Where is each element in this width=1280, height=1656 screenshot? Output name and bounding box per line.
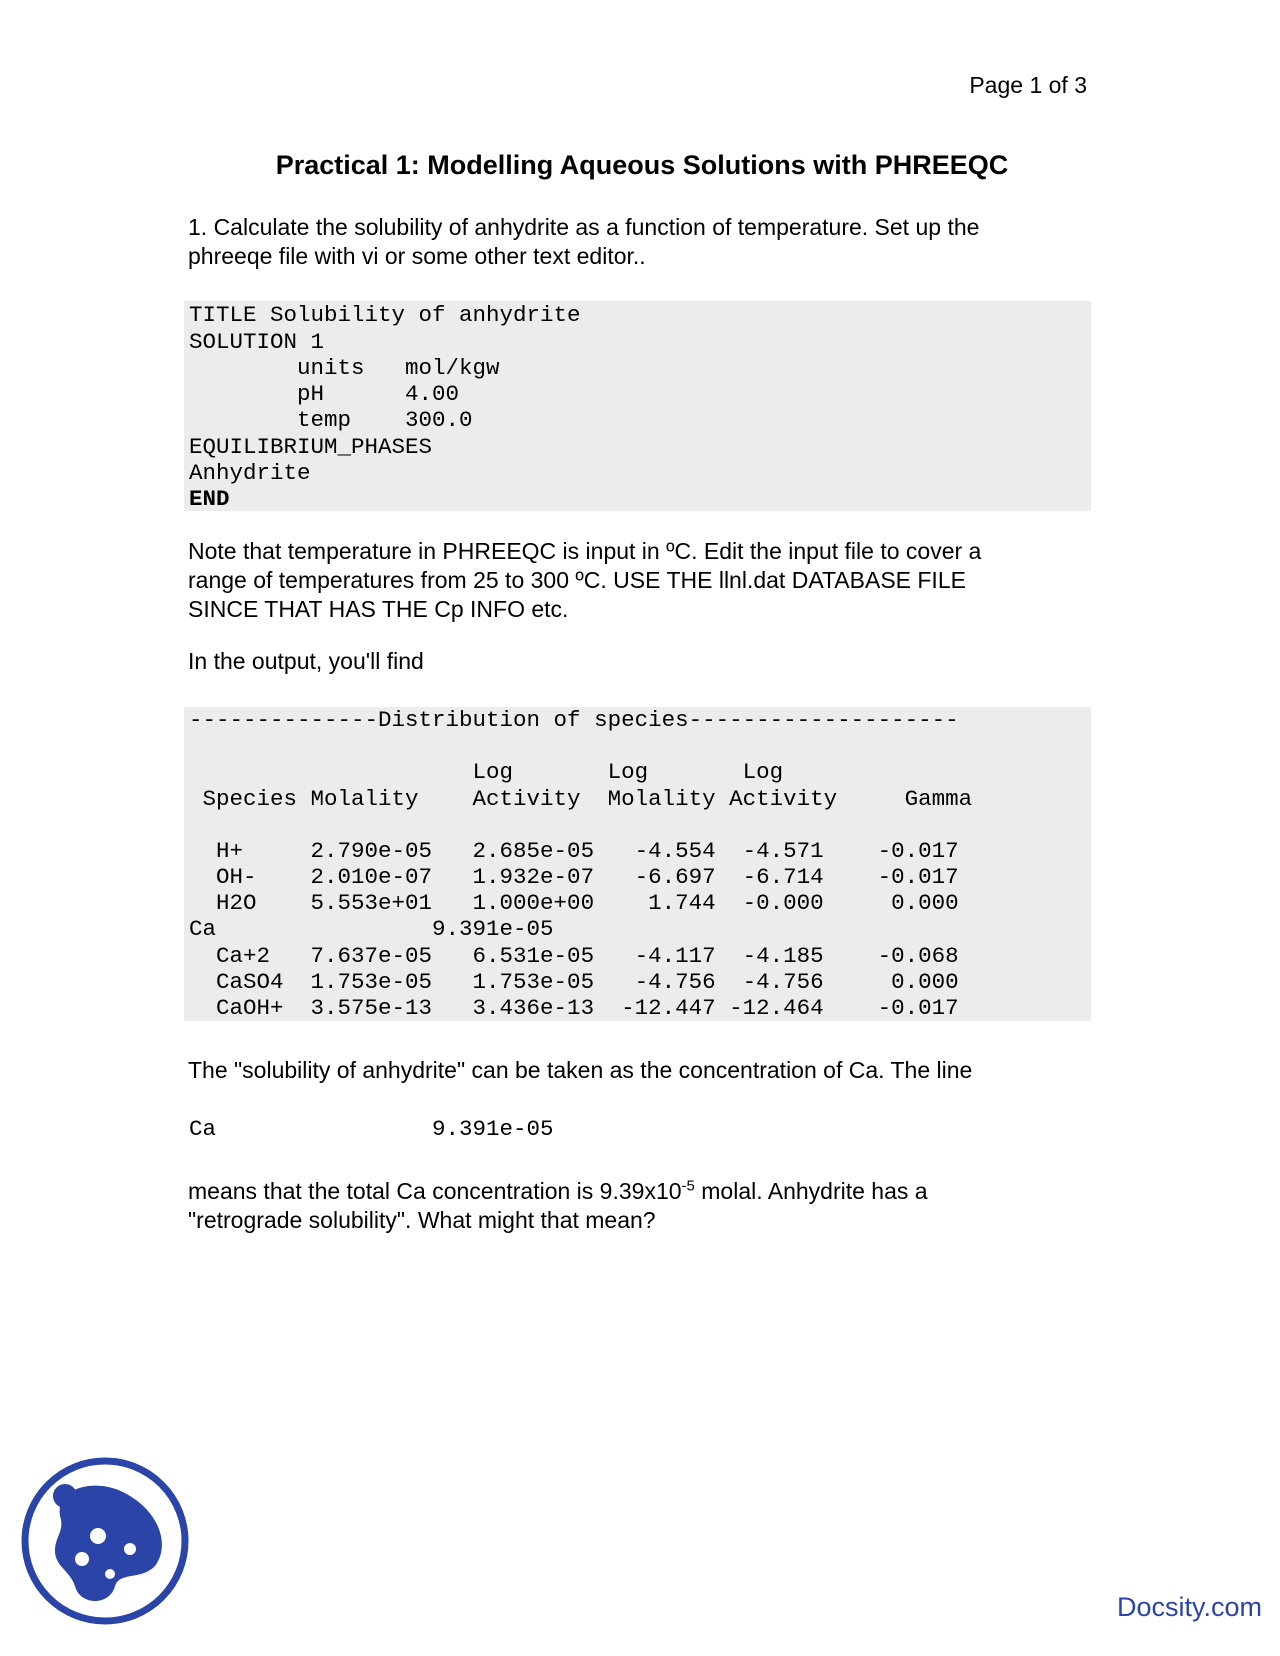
distribution-header-log: Log Log Log (189, 759, 784, 785)
docsity-logo-icon (20, 1456, 190, 1626)
code-line-units: units mol/kgw (189, 355, 500, 381)
intro-line-1: 1. Calculate the solubility of anhydrite as a function of temperature. Set up the (188, 214, 980, 240)
code-line-title: TITLE Solubility of anhydrite (189, 302, 581, 328)
code-line-temp: temp 300.0 (189, 407, 473, 433)
species-row-caso4: CaSO4 1.753e-05 1.753e-05 -4.756 -4.756 0.000 (189, 969, 959, 995)
output-intro: In the output, you'll find (188, 648, 424, 674)
exponent: -5 (681, 1177, 695, 1195)
note-line-1: Note that temperature in PHREEQC is input in ºC. Edit the input file to cover a (188, 538, 982, 564)
note-line-2: range of temperatures from 25 to 300 ºC. USE THE llnl.dat DATABASE FILE (188, 567, 966, 593)
conclusion-paragraph (188, 1177, 1088, 1235)
ca-concentration-line: Ca 9.391e-05 (189, 1116, 554, 1142)
species-row-h2o: H2O 5.553e+01 1.000e+00 1.744 -0.000 0.000 (189, 890, 959, 916)
docsity-brand-link[interactable]: Docsity.com (1116, 1592, 1262, 1622)
conclusion-line-2: "retrograde solubility". What might that mean? (188, 1207, 656, 1233)
species-row-h: H+ 2.790e-05 2.685e-05 -4.554 -4.571 -0.017 (189, 838, 959, 864)
note-line-3: SINCE THAT HAS THE Cp INFO etc. (188, 596, 569, 622)
distribution-header-columns: Species Molality Activity Molality Activity Gamma (189, 786, 973, 812)
species-row-caoh: CaOH+ 3.575e-13 3.436e-13 -12.447 -12.464 -0.017 (189, 995, 959, 1021)
code-line-anhydrite: Anhydrite (189, 460, 311, 486)
code-line-solution: SOLUTION 1 (189, 329, 325, 355)
page-number: Page 1 of 3 (969, 72, 1087, 98)
species-row-ca2: Ca+2 7.637e-05 6.531e-05 -4.117 -4.185 -0.068 (189, 943, 959, 969)
species-row-ca-total: Ca 9.391e-05 (189, 916, 554, 942)
note-paragraph (188, 537, 1088, 624)
intro-line-2: phreeqe file with vi or some other text editor.. (188, 243, 646, 269)
distribution-of-species-block (184, 707, 1091, 1021)
page-title: Practical 1: Modelling Aqueous Solutions with PHREEQC (275, 150, 1009, 180)
input-file-code-block (184, 301, 1091, 511)
code-line-end: END (189, 486, 230, 512)
solubility-paragraph: The "solubility of anhydrite" can be taken as the concentration of Ca. The line (188, 1057, 973, 1083)
distribution-heading: --------------Distribution of species-------------------- (189, 707, 959, 733)
code-line-equilibrium: EQUILIBRIUM_PHASES (189, 434, 433, 460)
code-line-ph: pH 4.00 (189, 381, 460, 407)
conclusion-line-1: means that the total Ca concentration is $9.39x10^{-5}$ molal. Anhydrite has a (188, 1177, 928, 1204)
intro-paragraph (188, 213, 1088, 271)
species-row-oh: OH- 2.010e-07 1.932e-07 -6.697 -6.714 -0.017 (189, 864, 959, 890)
